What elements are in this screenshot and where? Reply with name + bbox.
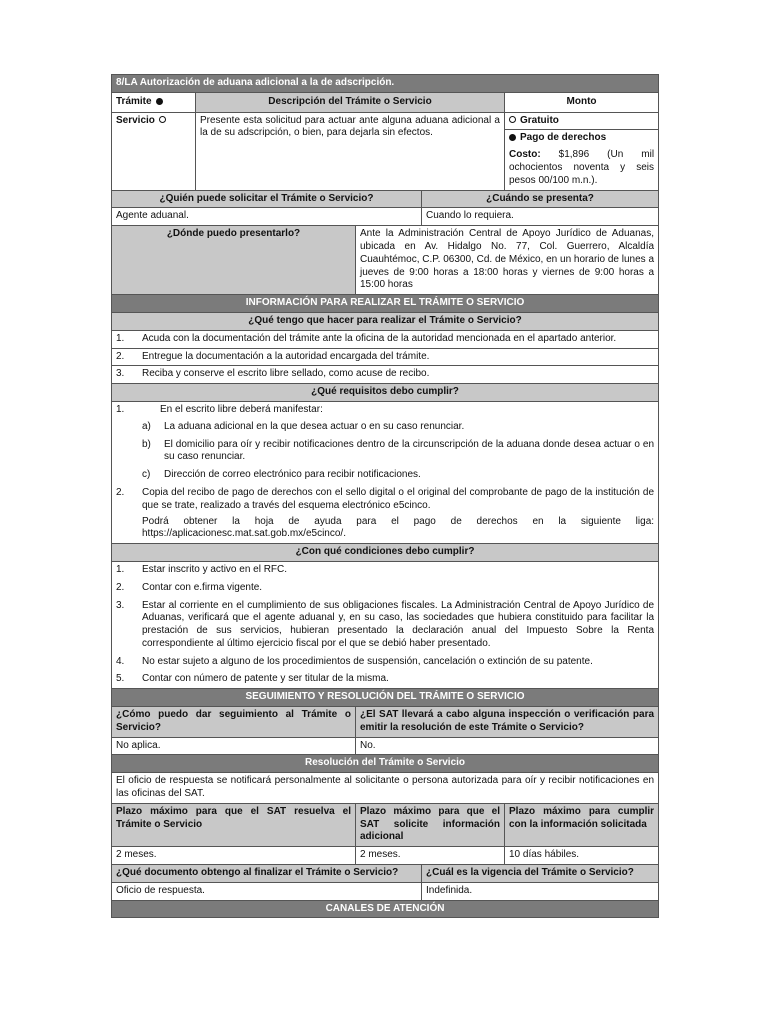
list-item: 3. Reciba y conserve el escrito libre sellado, como acuse de recibo. [116, 368, 430, 380]
empty-radio-icon [509, 116, 516, 123]
plazo-resolver-header: Plazo máximo para que el SAT resuelva el Trámite o Servicio [112, 803, 356, 846]
description-text: Presente esta solicitud para actuar ante alguna aduana adicional a la de su adscripción, o bien, para dejarla sin efectos. [196, 112, 505, 190]
donde-question: ¿Dónde puedo presentarlo? [112, 226, 356, 295]
requisitos-question: ¿Qué requisitos debo cumplir? [112, 384, 659, 402]
filled-radio-icon [509, 134, 516, 141]
steps-list [112, 330, 659, 383]
seguimiento-question: ¿Cómo puedo dar seguimiento al Trámite o Servicio? [112, 707, 356, 738]
plazo-resolver-value: 2 meses. [112, 847, 356, 865]
filled-radio-icon [156, 98, 163, 105]
vigencia-question: ¿Cuál es la vigencia del Trámite o Servicio? [422, 865, 659, 883]
cuando-question: ¿Cuándo se presenta? [422, 190, 659, 208]
list-subitem: b) El domicilio para oír y recibir notificaciones dentro de la circunscripción de la aduana donde desea actuar o en su caso renunciar. [142, 438, 655, 463]
servicio-option: Servicio [112, 112, 196, 190]
list-item: 4. No estar sujeto a alguno de los procedimientos de suspensión, cancelación o extinción de su patente. [116, 655, 593, 667]
plazo-solicitar-value: 2 meses. [356, 847, 505, 865]
donde-answer: Ante la Administración Central de Apoyo Jurídico de Aduanas, ubicada en Av. Hidalgo No. 77, Col. Guerrero, Alcaldía Cuauhtémoc, C.P. 06300, Cd. de México, en un horario de lunes a jueves de 9:00 horas a 18:00 horas y viernes de 9:00 horas a 15:00 horas [356, 226, 659, 295]
resolucion-title: Resolución del Trámite o Servicio [112, 755, 659, 773]
help-link-text: Podrá obtener la hoja de ayuda para el pago de derechos en la siguiente liga: https://aplicacionesc.mat.sat.gob.mx/e5cinco/. [142, 515, 655, 540]
document-title: 8/LA Autorización de aduana adicional a la de adscripción. [112, 75, 659, 93]
condiciones-list [112, 561, 659, 688]
requisitos-list [112, 401, 659, 543]
list-item: 1. En el escrito libre deberá manifestar: [116, 403, 323, 415]
tramite-option: Trámite [112, 92, 196, 112]
list-item: 1. Estar inscrito y activo en el RFC. [116, 563, 288, 575]
canales-section-title: CANALES DE ATENCIÓN [112, 900, 659, 918]
inspeccion-answer: No. [356, 737, 659, 755]
inspeccion-question: ¿El SAT llevará a cabo alguna inspección o verificación para emitir la resolución de este Trámite o Servicio? [356, 707, 659, 738]
plazo-cumplir-header: Plazo máximo para cumplir con la información solicitada [505, 803, 659, 846]
description-header: Descripción del Trámite o Servicio [196, 92, 505, 112]
plazo-solicitar-header: Plazo máximo para que el SAT solicite información adicional [356, 803, 505, 846]
list-item: 2. Entregue la documentación a la autoridad encargada del trámite. [112, 349, 658, 367]
resolucion-text: El oficio de respuesta se notificará personalmente al solicitante o persona autorizada para oír y recibir notificaciones en las oficinas del SAT. [112, 773, 659, 804]
cuando-answer: Cuando lo requiera. [422, 208, 659, 226]
vigencia-answer: Indefinida. [422, 882, 659, 900]
tramite-table [111, 74, 659, 918]
gratuito-option: Gratuito [505, 112, 659, 130]
list-item: 2. Contar con e.firma vigente. [116, 581, 263, 593]
list-item: 3. Estar al corriente en el cumplimiento de sus obligaciones fiscales. La Administración Central de Apoyo Jurídico de Aduanas, verificará que el agente aduanal y, en su caso, las sociedades que hubiera constituido para facilitar la prestación de sus servicios, hubieran presentado la declaración anual del Impuesto Sobre la Renta correspondiente al último ejercicio fiscal por el que se debió haber presentado. [116, 599, 655, 649]
quien-question: ¿Quién puede solicitar el Trámite o Servicio? [112, 190, 422, 208]
costo: Costo: $1,896 (Un mil ochocientos noventa y seis pesos 00/100 m.n.). [509, 149, 655, 186]
seguimiento-section-title: SEGUIMIENTO Y RESOLUCIÓN DEL TRÁMITE O SERVICIO [112, 689, 659, 707]
pago-derechos-cell [505, 130, 659, 190]
info-section-title: INFORMACIÓN PARA REALIZAR EL TRÁMITE O SERVICIO [112, 295, 659, 313]
document-form [111, 74, 658, 918]
info-question: ¿Qué tengo que hacer para realizar el Trámite o Servicio? [112, 312, 659, 330]
list-subitem: a) La aduana adicional en la que desea actuar o en su caso renunciar. [142, 420, 465, 432]
plazo-cumplir-value: 10 días hábiles. [505, 847, 659, 865]
list-item: 2. Copia del recibo de pago de derechos con el sello digital o el original del comprobante de pago de la institución de que se trate, realizado a través del esquema electrónico e5cinco. [116, 486, 655, 511]
quien-answer: Agente aduanal. [112, 208, 422, 226]
list-item: 1. Acuda con la documentación del trámite ante la oficina de la autoridad mencionada en el apartado anterior. [112, 331, 658, 349]
list-item: 5. Contar con número de patente y ser titular de la misma. [116, 673, 389, 685]
documento-answer: Oficio de respuesta. [112, 882, 422, 900]
empty-radio-icon [159, 116, 166, 123]
condiciones-question: ¿Con qué condiciones debo cumplir? [112, 544, 659, 562]
list-subitem: c) Dirección de correo electrónico para recibir notificaciones. [142, 469, 421, 481]
seguimiento-answer: No aplica. [112, 737, 356, 755]
documento-question: ¿Qué documento obtengo al finalizar el Trámite o Servicio? [112, 865, 422, 883]
monto-header: Monto [505, 92, 659, 112]
pago-option: Pago de derechos [509, 132, 654, 145]
